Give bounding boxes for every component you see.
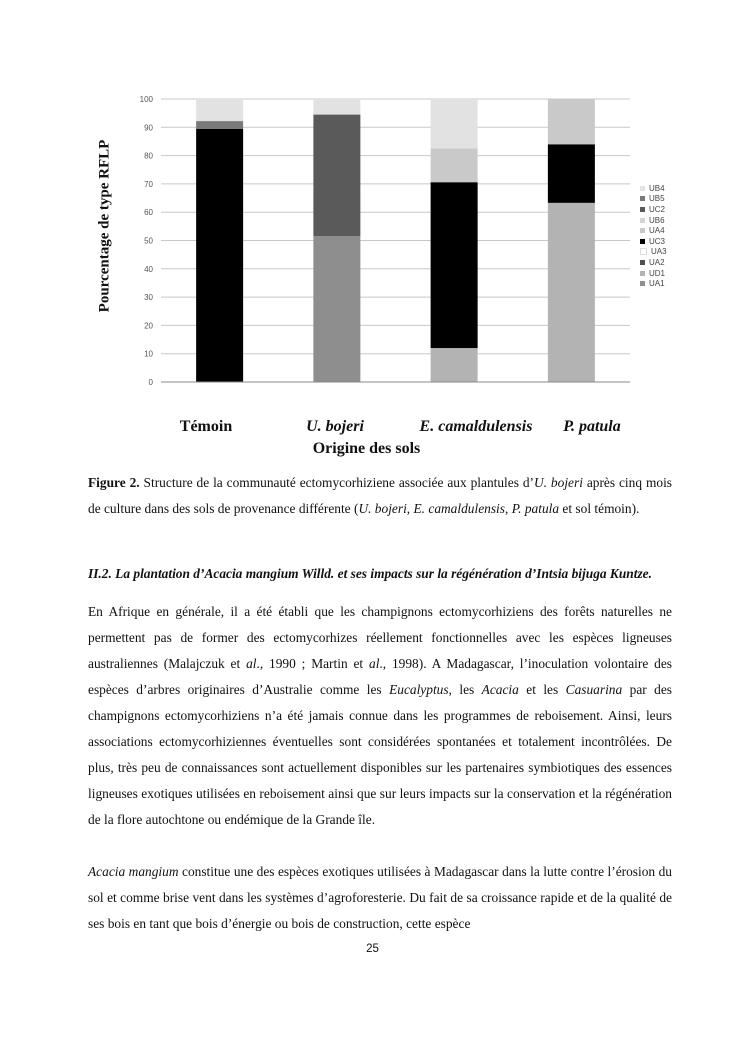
y-tick-label: 10 bbox=[144, 349, 153, 359]
y-tick-label: 80 bbox=[144, 151, 153, 161]
caption-text: , bbox=[505, 501, 512, 516]
legend-label: UB6 bbox=[649, 215, 665, 225]
legend-swatch bbox=[640, 260, 645, 265]
category-label-e-camaldulensis: E. camaldulensis bbox=[419, 418, 533, 435]
p2-species: Acacia mangium bbox=[88, 864, 179, 879]
y-tick-label: 20 bbox=[144, 321, 153, 331]
p1-ital: al bbox=[369, 656, 380, 671]
bar-segment-ud1 bbox=[548, 203, 595, 382]
legend-label: UA2 bbox=[649, 257, 665, 267]
legend-label: UA3 bbox=[651, 247, 667, 257]
legend-swatch bbox=[640, 218, 645, 223]
caption-text: et sol témoin). bbox=[559, 501, 640, 516]
p1-text: et les bbox=[518, 682, 566, 697]
p1-text: par des champignons ectomycorhiziens n’a été jamais connue dans les programmes de reboisement. Ainsi, leurs associations ectomycorhiziennes éventuelles sont considérées spontanées et totalement incontrôlées. De plus, très peu de connaissances sont actuellement disponibles sur les partenaires symbiotiques des essences ligneuses exotiques utilisées en reboisement ainsi que sur leurs impacts sur la conservation et la régénération de la flore autochtone ou endémique de la Grande île. bbox=[88, 682, 672, 827]
p1-ital: Casuarina bbox=[565, 682, 623, 697]
legend-item-ub5 bbox=[640, 194, 667, 205]
legend-item-uc2 bbox=[640, 204, 667, 215]
y-tick-label: 100 bbox=[139, 95, 153, 104]
bar-segment-ub4 bbox=[313, 99, 360, 115]
bar-segment-uc3 bbox=[548, 144, 595, 203]
caption-text: , bbox=[406, 501, 414, 516]
page-number: 25 bbox=[366, 943, 379, 955]
y-tick-label: 50 bbox=[144, 236, 153, 246]
legend-swatch bbox=[640, 281, 645, 286]
p2-text: constitue une des espèces exotiques utilisées à Madagascar dans la lutte contre l’érosion du sol et comme brise vent dans les systèmes d’agroforesterie. Du fait de sa croissance rapide et de la qualité de ses bois en tant que bois d’énergie ou bois de construction, cette espèce bbox=[88, 864, 673, 931]
legend-item-ua2 bbox=[640, 257, 667, 268]
p1-text: En Afrique en générale, il a été établi que les champignons ectomycorhiziens des forêts naturelles ne permettent pas de former des ectomycorhizes réellement fonctionnelles avec les espèces ligneuses australiennes (Malajczuk et bbox=[88, 604, 672, 671]
legend-label: UA4 bbox=[649, 226, 665, 236]
x-axis-title-wrap bbox=[0, 440, 745, 458]
bar-segment-ua4 bbox=[548, 99, 595, 144]
paragraph-1 bbox=[88, 599, 672, 833]
legend-swatch bbox=[640, 186, 645, 191]
category-label-p-patula: P. patula bbox=[563, 418, 621, 435]
caption-species: U. bojeri bbox=[358, 501, 407, 516]
bar-segment-ua4 bbox=[431, 149, 478, 183]
paragraph-2 bbox=[88, 859, 672, 937]
figure-caption bbox=[88, 470, 672, 522]
category-label-u-bojeri: U. bojeri bbox=[306, 418, 364, 435]
caption-text: Structure de la communauté ectomycorhiziene associée aux plantules d’ bbox=[139, 475, 534, 490]
caption-species: E. camaldulensis bbox=[413, 501, 505, 516]
legend-item-ua3 bbox=[640, 247, 667, 258]
bar-segment-ud1 bbox=[431, 348, 478, 382]
y-tick-label: 0 bbox=[148, 378, 153, 387]
y-tick-label: 60 bbox=[144, 208, 153, 218]
p1-ital: Acacia bbox=[481, 682, 519, 697]
bar-segment-ub4 bbox=[431, 99, 478, 149]
y-tick-label: 70 bbox=[144, 179, 153, 189]
p1-ital: Eucalyptus bbox=[389, 682, 449, 697]
legend-swatch bbox=[640, 228, 645, 233]
legend-swatch bbox=[640, 271, 645, 276]
legend-item-ua4 bbox=[640, 225, 667, 236]
x-axis-title: Origine des sols bbox=[312, 440, 421, 457]
legend-label: UD1 bbox=[649, 268, 666, 278]
p1-text: ., 1990 ; Martin et bbox=[256, 656, 369, 671]
legend-item-ub4 bbox=[640, 183, 667, 194]
y-axis-title: Pourcentage de type RFLP bbox=[96, 139, 113, 313]
caption-label: Figure 2. bbox=[88, 475, 140, 490]
bar-segment-ub5 bbox=[196, 121, 243, 129]
legend-swatch bbox=[640, 196, 645, 201]
legend-label: UB5 bbox=[649, 194, 665, 204]
p1-text: , les bbox=[448, 682, 482, 697]
legend-swatch bbox=[640, 239, 645, 244]
bar-segment-uc3 bbox=[196, 129, 243, 382]
legend-swatch bbox=[640, 207, 645, 212]
p1-ital: al bbox=[246, 656, 257, 671]
y-tick-label: 30 bbox=[144, 293, 153, 303]
legend-label: UC3 bbox=[649, 236, 666, 246]
legend-item-ud1 bbox=[640, 268, 667, 279]
caption-species: U. bojeri bbox=[534, 475, 583, 490]
legend-item-uc3 bbox=[640, 236, 667, 247]
bar-segment-ub4 bbox=[196, 99, 243, 121]
caption-species: P. patula bbox=[511, 501, 560, 516]
bar-segment-uc3 bbox=[431, 182, 478, 348]
legend-item-ua1 bbox=[640, 278, 667, 289]
category-label-temoin: Témoin bbox=[179, 418, 233, 435]
legend-item-ub6 bbox=[640, 215, 667, 226]
bar-segment-uc2 bbox=[313, 115, 360, 237]
p1-text: ., 1998). A Madagascar, l’inoculation volontaire des espèces d’arbres originaires d’Australie comme les bbox=[88, 656, 672, 697]
legend-label: UA1 bbox=[649, 279, 665, 289]
legend-label: UB4 bbox=[649, 183, 665, 193]
chart-y-tick-labels bbox=[140, 95, 154, 387]
y-tick-label: 90 bbox=[144, 123, 153, 133]
section-heading: II.2. La plantation d’Acacia mangium Willd. et ses impacts sur la régénération d’Intsia bijuga Kuntze. bbox=[88, 566, 652, 581]
chart-legend bbox=[640, 183, 667, 289]
y-tick-label: 40 bbox=[144, 264, 153, 274]
bar-segment-ua1 bbox=[313, 236, 360, 382]
caption-text: après cinq mois de culture dans des sols de provenance différente ( bbox=[88, 475, 672, 516]
legend-swatch bbox=[640, 248, 647, 255]
legend-label: UC2 bbox=[649, 204, 666, 214]
